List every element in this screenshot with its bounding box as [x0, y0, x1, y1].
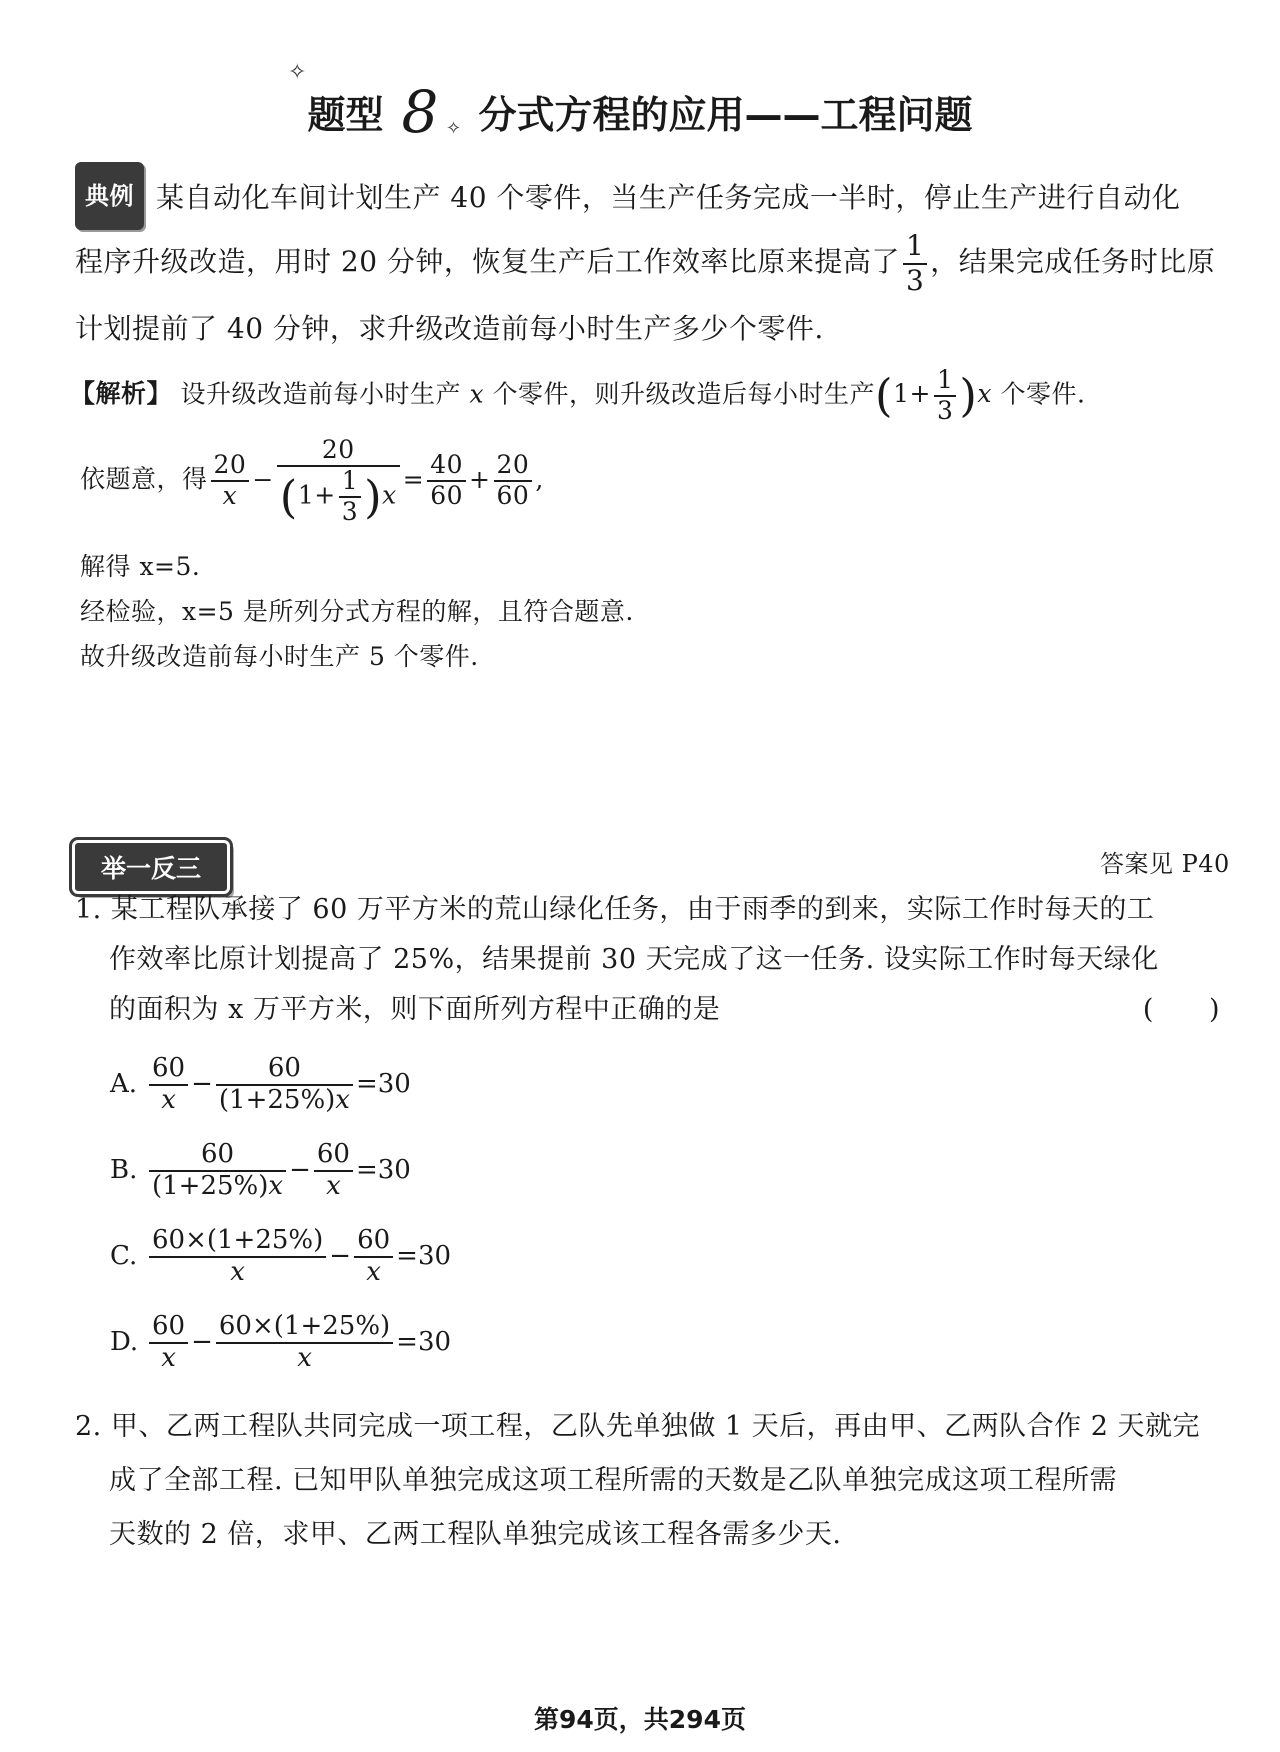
question-2 [75, 1400, 1240, 1562]
q1-line-1: 1. 某工程队承接了 60 万平方米的荒山绿化任务，由于雨季的到来，实际工作时每天的工 [75, 894, 1155, 925]
solution-text: 个零件，则升级改造后每小时生产 [492, 379, 876, 409]
example-text: 某自动化车间计划生产 40 个零件，当生产任务完成一半时，停止生产进行自动化 [156, 181, 1181, 214]
option-label: C. [110, 1240, 138, 1271]
solution-line-3: 解得 x=5. [80, 552, 201, 581]
title-label: 题型 [307, 93, 384, 137]
solution-line-1 [70, 365, 1086, 426]
option-label: B. [110, 1154, 138, 1185]
q2-line-3: 天数的 2 倍，求甲、乙两工程队单独完成该工程各需多少天. [109, 1519, 842, 1550]
q2-line-1: 2. 甲、乙两工程队共同完成一项工程，乙队先单独做 1 天后，再由甲、乙两队合作 2 天就完 [75, 1411, 1201, 1442]
option-a[interactable]: A. $\frac{60}{x}$ − $\frac{60}{(1+25\%)x}$ =30 [110, 1053, 411, 1115]
option-label: A. [110, 1068, 138, 1099]
math-var: x [469, 379, 485, 409]
question-1 [75, 885, 1240, 1035]
sparkle-icon: ✧ [288, 60, 307, 85]
example-line-2 [75, 230, 1240, 297]
q1-text: 的面积为 x 万平方米，则下面所列方程中正确的是 [109, 994, 721, 1025]
fraction-one-third: $\frac{1}{3}$ [903, 230, 927, 296]
equation: $\frac{20}{x}$ − 20 (1+ $\frac{1}{3}$ )x = $\frac{40}{60}$ + $\frac{20}{60}$ , [208, 465, 544, 494]
solution-line-4: 经检验，x=5 是所列分式方程的解，且符合题意. [80, 597, 634, 626]
answer-bracket: ( ) [1142, 994, 1220, 1025]
example-badge: 典例 [75, 162, 144, 230]
math-expr: (1+ $\frac{1}{3}$ )x [875, 365, 993, 425]
title-number: 8 [401, 78, 439, 146]
option-c[interactable]: C. $\frac{60\times(1+25\%)}{x}$ − $\frac{60}{x}$ =30 [110, 1225, 452, 1287]
q2-line-2: 成了全部工程. 已知甲队单独完成这项工程所需的天数是乙队单独完成这项工程所需 [109, 1465, 1118, 1496]
option-b[interactable]: B. $\frac{60}{(1+25\%)x}$ − $\frac{60}{x}$ =30 [110, 1139, 411, 1201]
example-text: ，结果完成任务时比原 [930, 245, 1216, 278]
example-line-3: 计划提前了 40 分钟，求升级改造前每小时生产多少个零件. [75, 311, 824, 345]
page-title [0, 78, 1280, 146]
option-d[interactable]: D. $\frac{60}{x}$ − $\frac{60\times(1+25\%)}{x}$ =30 [110, 1311, 452, 1373]
page-number: 第94页，共294页 [534, 1705, 746, 1734]
example-problem [75, 162, 1240, 361]
option-label: D. [110, 1326, 139, 1357]
answer-reference: 答案见 P40 [1100, 850, 1230, 878]
solution-line-5: 故升级改造前每小时生产 5 个零件. [80, 642, 479, 671]
solution-line-2 [80, 436, 544, 526]
sparkle-icon: ✧ [446, 118, 462, 139]
solution-text: 个零件. [1000, 379, 1086, 409]
solution-text: 依题意，得 [80, 464, 208, 494]
example-text: 程序升级改造，用时 20 分钟，恢复生产后工作效率比原来提高了 [75, 245, 900, 278]
practice-badge: 举一反三 [72, 840, 230, 894]
title-text: 分式方程的应用——工程问题 [478, 93, 973, 137]
example-line-1 [75, 162, 1240, 230]
solution-text: 设升级改造前每小时生产 [180, 379, 461, 409]
q1-line-3 [75, 985, 1240, 1035]
solution-label: 【解析】 [70, 379, 173, 409]
q1-line-2: 作效率比原计划提高了 25%，结果提前 30 天完成了这一任务. 设实际工作时每天绿化 [109, 944, 1159, 975]
